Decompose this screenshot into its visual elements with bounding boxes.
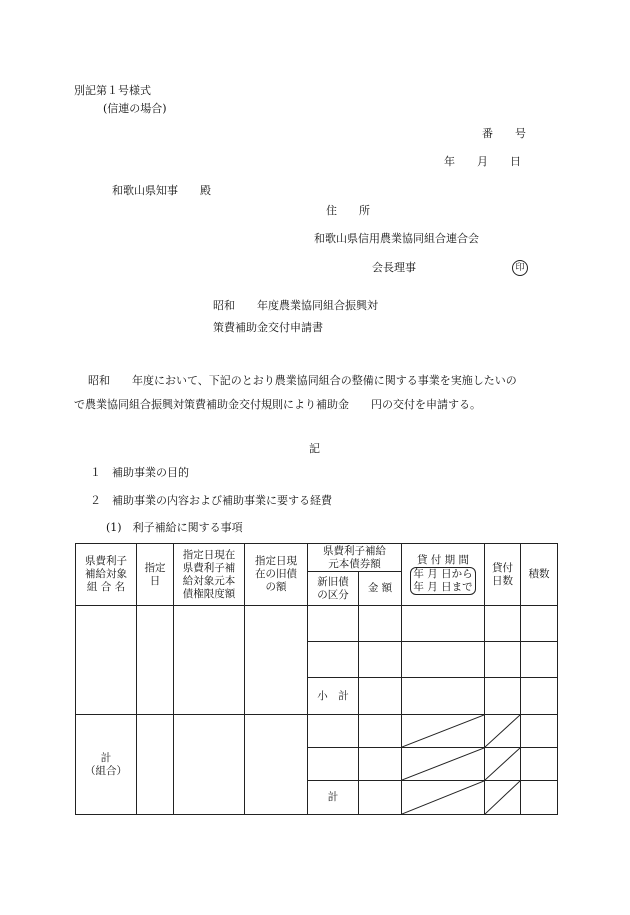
subtotal-label: 小 計 (308, 678, 359, 715)
total-label: 計 (308, 781, 359, 815)
table-row (76, 715, 558, 748)
address-label: 住 所 (326, 204, 370, 217)
slashed-cell (485, 748, 521, 781)
slashed-cell (402, 781, 485, 815)
total-union-label: 計 （組合） (76, 715, 137, 815)
case-note: (信連の場合) (103, 102, 167, 115)
org-name: 和歌山県信用農業協同組合連合会 (314, 232, 479, 245)
slashed-cell (485, 715, 521, 748)
slashed-cell (485, 781, 521, 815)
col-limit-header: 指定日現在 県費利子補 給対象元本 債権限度額 (174, 544, 245, 606)
slashed-cell (402, 748, 485, 781)
col-designated-date-header: 指定 日 (137, 544, 174, 606)
sub-item-1: (1) 利子補給に関する事項 (106, 521, 243, 534)
ki-heading: 記 (309, 442, 320, 455)
col-product-header: 積数 (521, 544, 558, 606)
date-label: 年 月 日 (444, 155, 521, 168)
col-debt-type-header: 新旧債 の区分 (308, 572, 359, 606)
slashed-cell (402, 715, 485, 748)
number-label: 番 号 (482, 127, 526, 140)
seal-icon: 印 (512, 260, 528, 276)
title-line1: 昭和 年度農業協同組合振興対 (213, 299, 378, 312)
col-amount-header: 金 額 (359, 572, 402, 606)
interest-subsidy-table (75, 543, 558, 815)
col-old-debt-header: 指定日現 在の旧債 の額 (245, 544, 308, 606)
form-number: 別記第１号様式 (74, 84, 151, 97)
paragraph-line1: 昭和 年度において、下記のとおり農業協同組合の整備に関する事業を実施したいの (88, 374, 517, 387)
addressee: 和歌山県知事 殿 (112, 184, 211, 197)
col-loan-period-header: 貸 付 期 間 年 月 日から 年 月 日まで (402, 544, 485, 606)
representative: 会長理事 (372, 261, 416, 274)
col-union-name-header: 県費利子 補給対象 組 合 名 (76, 544, 137, 606)
paragraph-line2: で農業協同組合振興対策費補助金交付規則により補助金 円の交付を申請する。 (74, 398, 481, 411)
item-2: ２ 補助事業の内容および補助事業に要する経費 (90, 494, 332, 507)
col-principal-header: 県費利子補給 元本債券額 (308, 544, 402, 572)
title-line2: 策費補助金交付申請書 (213, 321, 323, 334)
col-loan-days-header: 貸付 日数 (485, 544, 521, 606)
item-1: １ 補助事業の目的 (90, 466, 189, 479)
table-row (76, 606, 558, 642)
